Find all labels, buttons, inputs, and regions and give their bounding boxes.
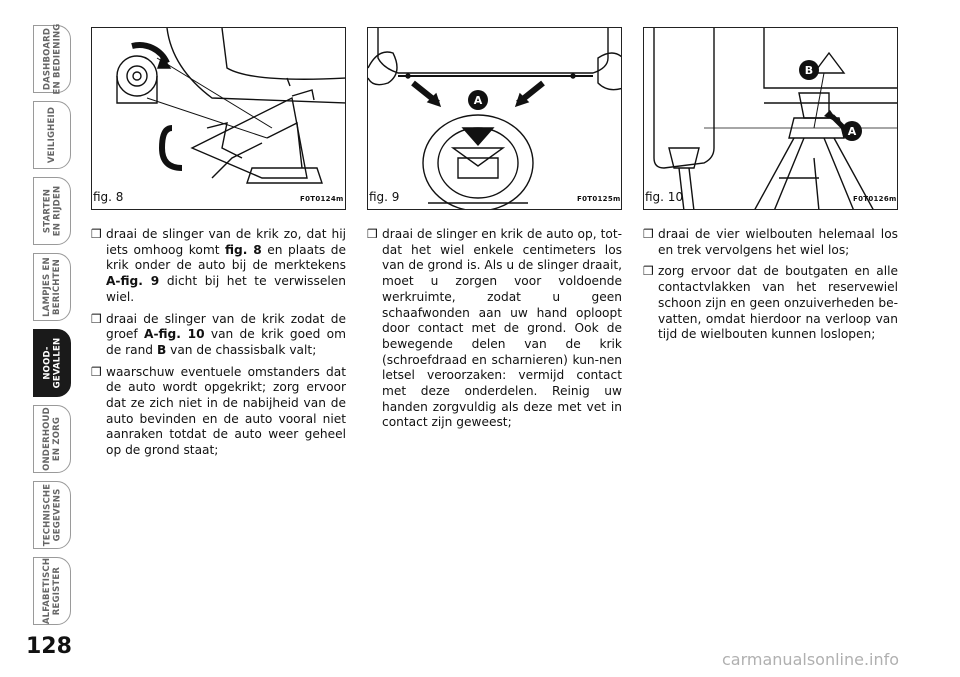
figure-reference: B bbox=[156, 342, 167, 357]
tab-noodgevallen[interactable] bbox=[33, 329, 71, 397]
tab-veiligheid[interactable] bbox=[33, 101, 71, 169]
list-item bbox=[643, 227, 898, 258]
tab-onderhoud[interactable] bbox=[33, 405, 71, 473]
tab-label: TECHNISCHE GEGEVENS bbox=[42, 483, 63, 547]
item-text: en plaats de krik onder de auto bij de merktekens bbox=[106, 242, 346, 273]
item-text: van de chassisbalk valt; bbox=[166, 342, 317, 357]
watermark: carmanualsonline.info bbox=[722, 650, 900, 669]
figure-10-caption: fig. 10 bbox=[645, 190, 684, 204]
list-item bbox=[367, 227, 622, 431]
tab-register[interactable] bbox=[33, 557, 71, 625]
column-middle bbox=[367, 227, 622, 437]
item-text: waarschuw eventuele omstanders dat de auto wordt opgekrikt; zorg ervoor dat ze zich niet in de nabijheid van de auto bevinden en de auto vooral niet aanraken totdat de auto weer geheel op de grond staat; bbox=[106, 364, 346, 458]
tab-label: NOOD- GEVALLEN bbox=[42, 337, 62, 389]
list-item bbox=[643, 264, 898, 343]
figure-10-marker-b: B bbox=[804, 64, 814, 77]
figure-8-code: F0T0124m bbox=[300, 195, 344, 203]
figure-10-image bbox=[643, 27, 898, 210]
figure-9-image bbox=[367, 27, 622, 210]
figure-reference: fig. 8 bbox=[225, 242, 262, 257]
figure-10-marker-a: A bbox=[847, 125, 857, 138]
item-text: dicht bij het te verwisselen wiel. bbox=[106, 274, 346, 304]
list-item bbox=[91, 312, 346, 359]
tab-label: ALFABETISCH REGISTER bbox=[42, 557, 63, 625]
item-text: zorg ervoor dat de boutgaten en alle contactvlakken van het reservewiel schoon zijn en geen onzuiverheden be-vatten, omdat hierdoor na verloop van tijd de wielbouten kunnen loslopen; bbox=[658, 264, 898, 342]
checkbox-glyph-icon: ❒ bbox=[643, 264, 654, 279]
figure-8-image bbox=[91, 27, 346, 210]
item-text: draai de slinger van de krik zodat de groef bbox=[106, 311, 346, 342]
list-item bbox=[91, 365, 346, 459]
tab-starten[interactable] bbox=[33, 177, 71, 245]
page-number: 128 bbox=[26, 634, 72, 659]
column-right bbox=[643, 227, 898, 349]
column-left bbox=[91, 227, 346, 465]
figure-9-marker-a: A bbox=[473, 94, 483, 107]
item-text: draai de slinger en krik de auto op, tot-dat het wiel enkele centimeters los van de grond is. Als u de slinger draait, moet u zorgen voor voldoende werkruimte, zodat u geen schaafwonden aan uw hand oploopt door contact met de grond. Ook de bewegende delen van de krik (schroefdraad en scharnieren) kun-nen letsel veroorzaken: vermijd contact met deze onderdelen. Reinig uw handen zorgvuldig als deze met vet in contact zijn geweest; bbox=[382, 227, 622, 430]
checkbox-glyph-icon: ❒ bbox=[367, 227, 378, 241]
figure-8-caption: fig. 8 bbox=[93, 190, 124, 204]
tab-dashboard[interactable] bbox=[33, 25, 71, 93]
tab-label: LAMPJES EN BERICHTEN bbox=[42, 257, 62, 317]
figure-9-caption: fig. 9 bbox=[369, 190, 400, 204]
checkbox-glyph-icon: ❒ bbox=[643, 227, 654, 241]
tab-label: ONDERHOUD EN ZORG bbox=[42, 407, 63, 471]
checkbox-glyph-icon: ❒ bbox=[91, 364, 102, 379]
tab-label: DASHBOARD EN BEDIENING bbox=[42, 23, 62, 95]
figure-9-code: F0T0125m bbox=[577, 195, 621, 203]
tab-label: VEILIGHEID bbox=[47, 106, 57, 164]
checkbox-glyph-icon: ❒ bbox=[91, 311, 102, 326]
item-text: draai de vier wielbouten helemaal los en trek vervolgens het wiel los; bbox=[658, 227, 898, 257]
item-text: draai de slinger van de krik zo, dat hij iets omhoog komt bbox=[106, 227, 346, 257]
figure-10-code: F0T0126m bbox=[853, 195, 897, 203]
list-item bbox=[91, 227, 346, 306]
figure-reference: A-fig. 9 bbox=[106, 274, 160, 289]
tab-lampjes[interactable] bbox=[33, 253, 71, 321]
checkbox-glyph-icon: ❒ bbox=[91, 227, 102, 241]
figure-reference: A-fig. 10 bbox=[144, 327, 205, 342]
tab-label: STARTEN EN RIJDEN bbox=[42, 185, 62, 237]
tab-technische[interactable] bbox=[33, 481, 71, 549]
item-text: van de krik goed om de rand bbox=[106, 327, 346, 357]
